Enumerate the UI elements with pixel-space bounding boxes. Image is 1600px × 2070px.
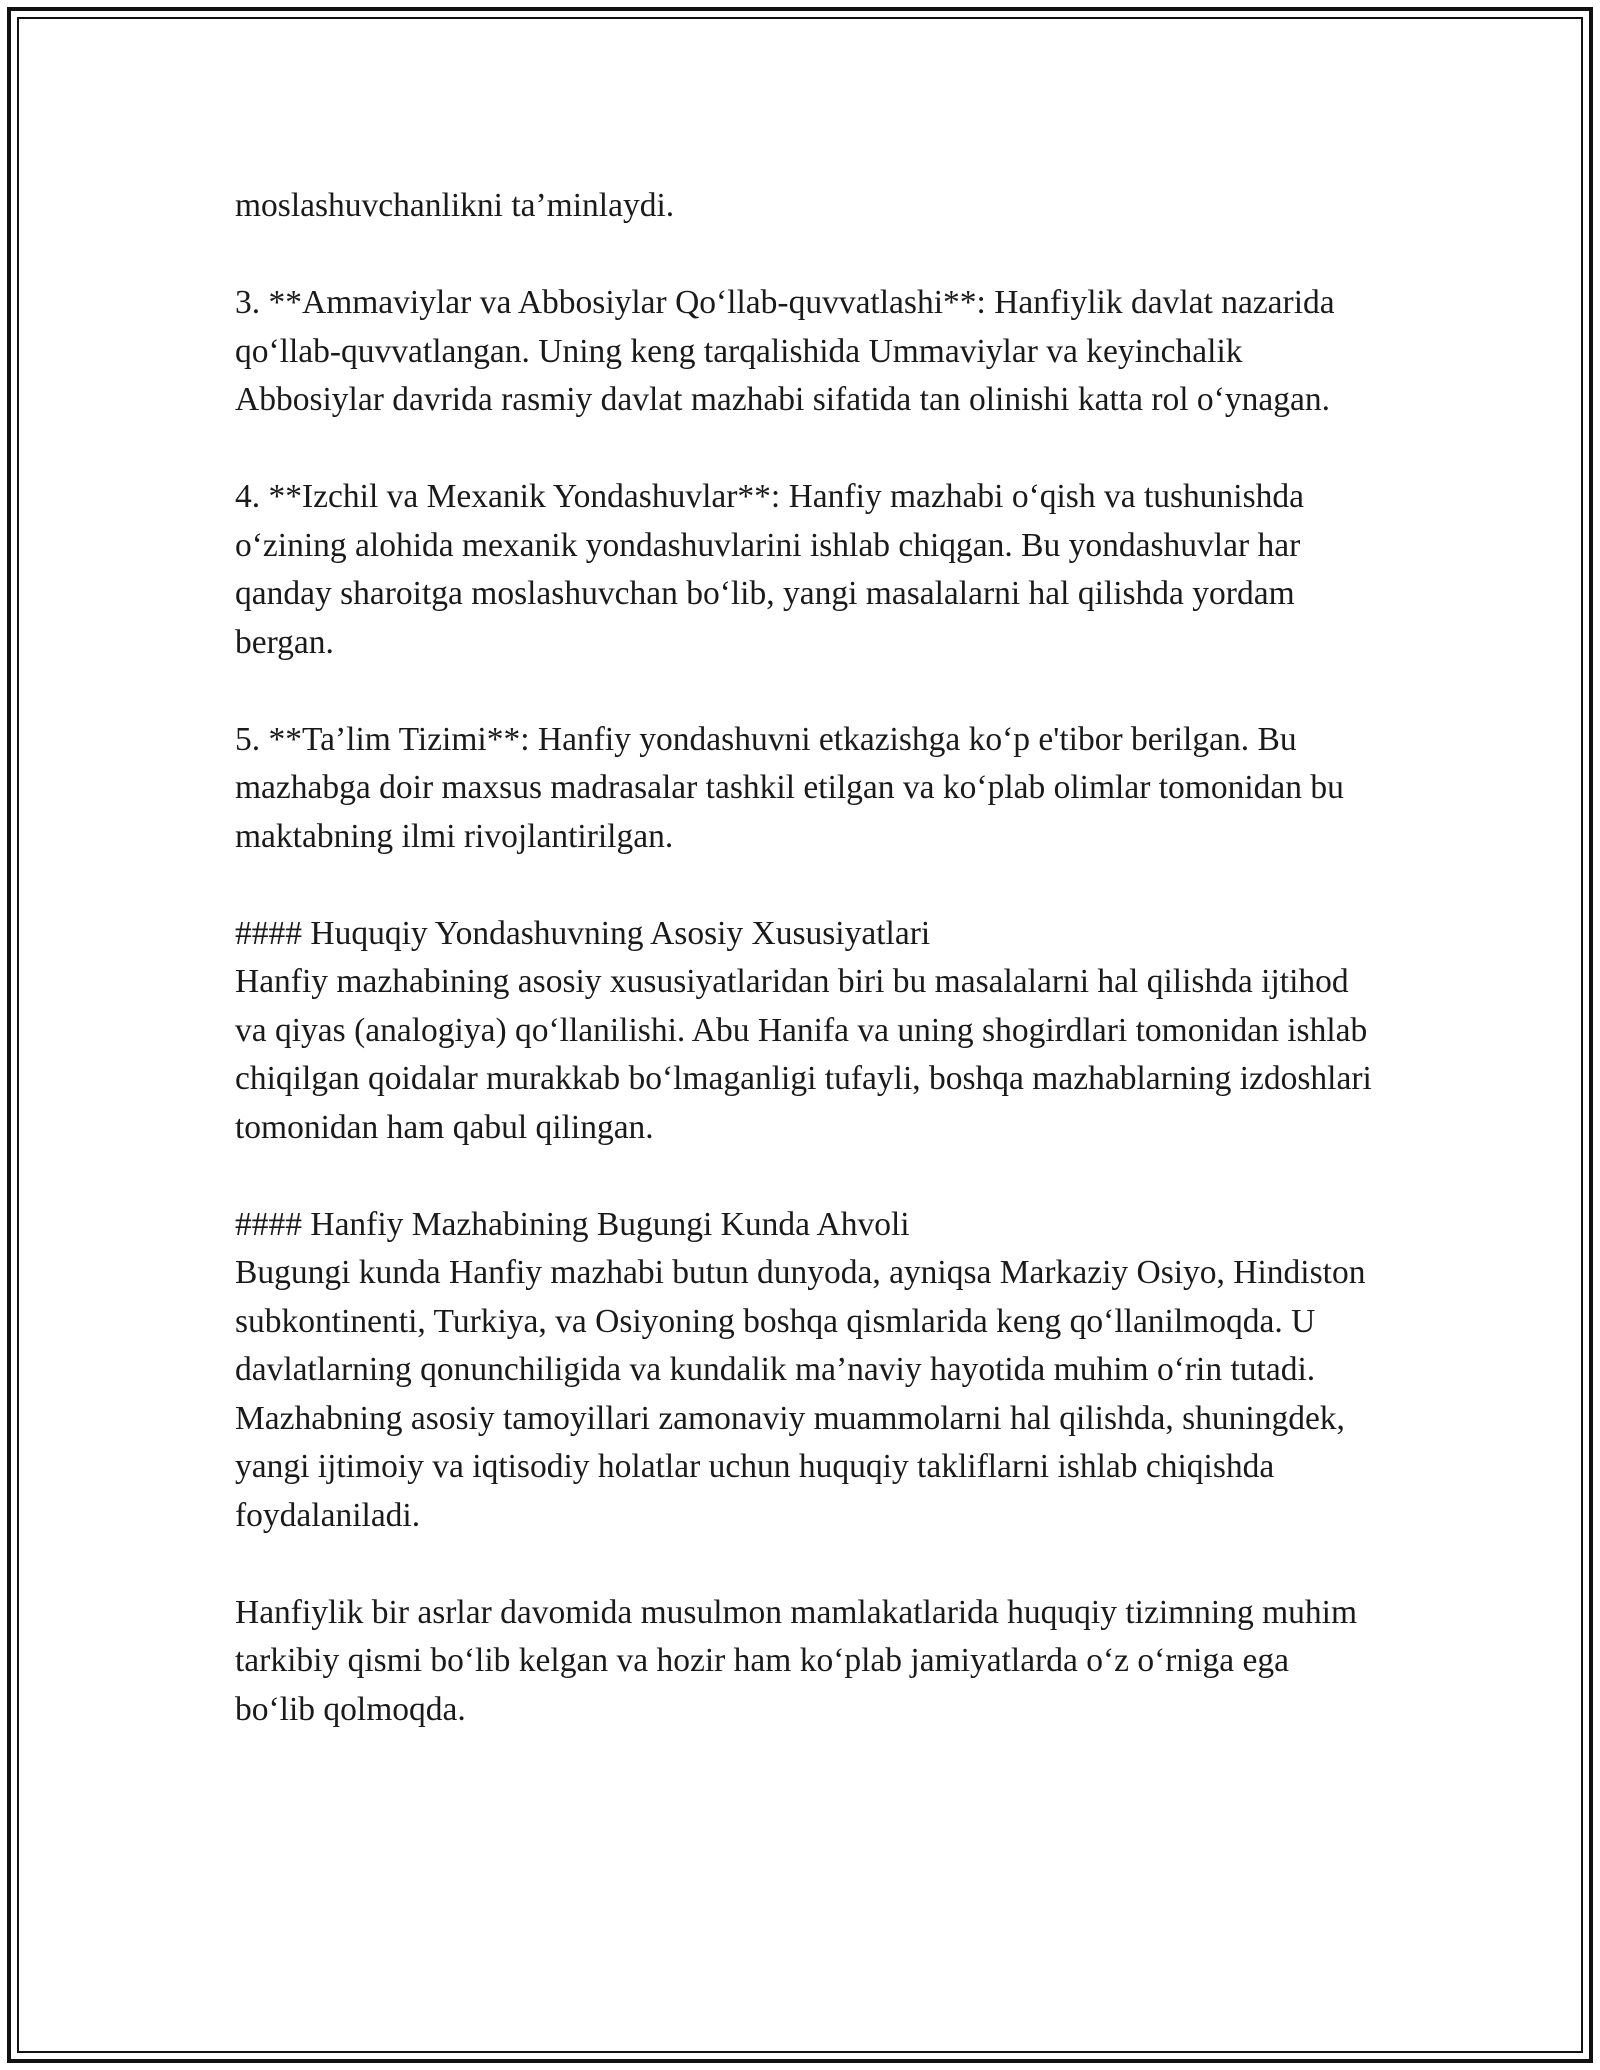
list-item-4-number: 4. xyxy=(235,478,261,515)
list-item-5-number: 5. xyxy=(235,720,261,758)
list-item-5-text: **Ta’lim Tizimi**: Hanfiy yondashuvni etkazishga ko‘p e'tibor berilgan. Bu mazhabga doir maxsus madrasalar tashkil etilgan va ko‘plab olimlar tomonidan bu maktabning ilmi rivojlantirilgan. xyxy=(235,720,1344,855)
section-heading-today: #### Hanfiy Mazhabining Bugungi Kunda Ahvoli xyxy=(235,1205,910,1243)
section-body-legal-approach: Hanfiy mazhabining asosiy xususiyatlaridan biri bu masalalarni hal qilishda ijtihod va qiyas (analogiya) qo‘llanilishi. Abu Hanifa va uning shogirdlari tomonidan ishlab chiqilgan qoidalar murakkab bo‘lmaganligi tufayli, boshqa mazhablarning izdoshlari tomonidan ham qabul qilingan. xyxy=(235,963,1372,1146)
section-body-today: Bugungi kunda Hanfiy mazhabi butun dunyoda, ayniqsa Markaziy Osiyo, Hindiston subkontinenti, Turkiya, va Osiyoning boshqa qismlarida keng qo‘llanilmoqda. U davlatlarning qonunchiligida va kundalik ma’naviy hayotida muhim o‘rin tutadi. Mazhabning asosiy tamoyillari zamonaviy muammolarni hal qilishda, shuningdek, yangi ijtimoiy va iqtisodiy holatlar uchun huquqiy takliflarni ishlab chiqishda foydalaniladi. xyxy=(235,1254,1366,1534)
section-heading-legal-approach: #### Huquqiy Yondashuvning Asosiy Xususiyatlari xyxy=(235,914,931,952)
intro-line: moslashuvchanlikni ta’minlaydi. xyxy=(235,187,675,224)
list-item-3-number: 3. xyxy=(235,284,261,321)
list-item-5 xyxy=(235,716,1375,862)
list-item-4 xyxy=(235,473,1375,667)
document-body xyxy=(235,182,1375,1734)
list-item-3-text: **Ammaviylar va Abbosiylar Qo‘llab-quvvatlashi**: Hanfiylik davlat nazarida qo‘llab-quvvatlangan. Uning keng tarqalishida Ummaviylar va keyinchalik Abbosiylar davrida rasmiy davlat mazhabi sifatida tan olinishi katta rol o‘ynagan. xyxy=(235,284,1335,418)
list-item-4-text: **Izchil va Mexanik Yondashuvlar**: Hanfiy mazhabi o‘qish va tushunishda o‘zining alohida mexanik yondashuvlarini ishlab chiqgan. Bu yondashuvlar har qanday sharoitga moslashuvchan bo‘lib, yangi masalalarni hal qilishda yordam bergan. xyxy=(235,478,1305,661)
list-item-3 xyxy=(235,279,1375,425)
conclusion-paragraph: Hanfiylik bir asrlar davomida musulmon mamlakatlarida huquqiy tizimning muhim tarkibiy qismi bo‘lib kelgan va hozir ham ko‘plab jamiyatlarda o‘z o‘rniga ega bo‘lib qolmoqda. xyxy=(235,1593,1358,1728)
